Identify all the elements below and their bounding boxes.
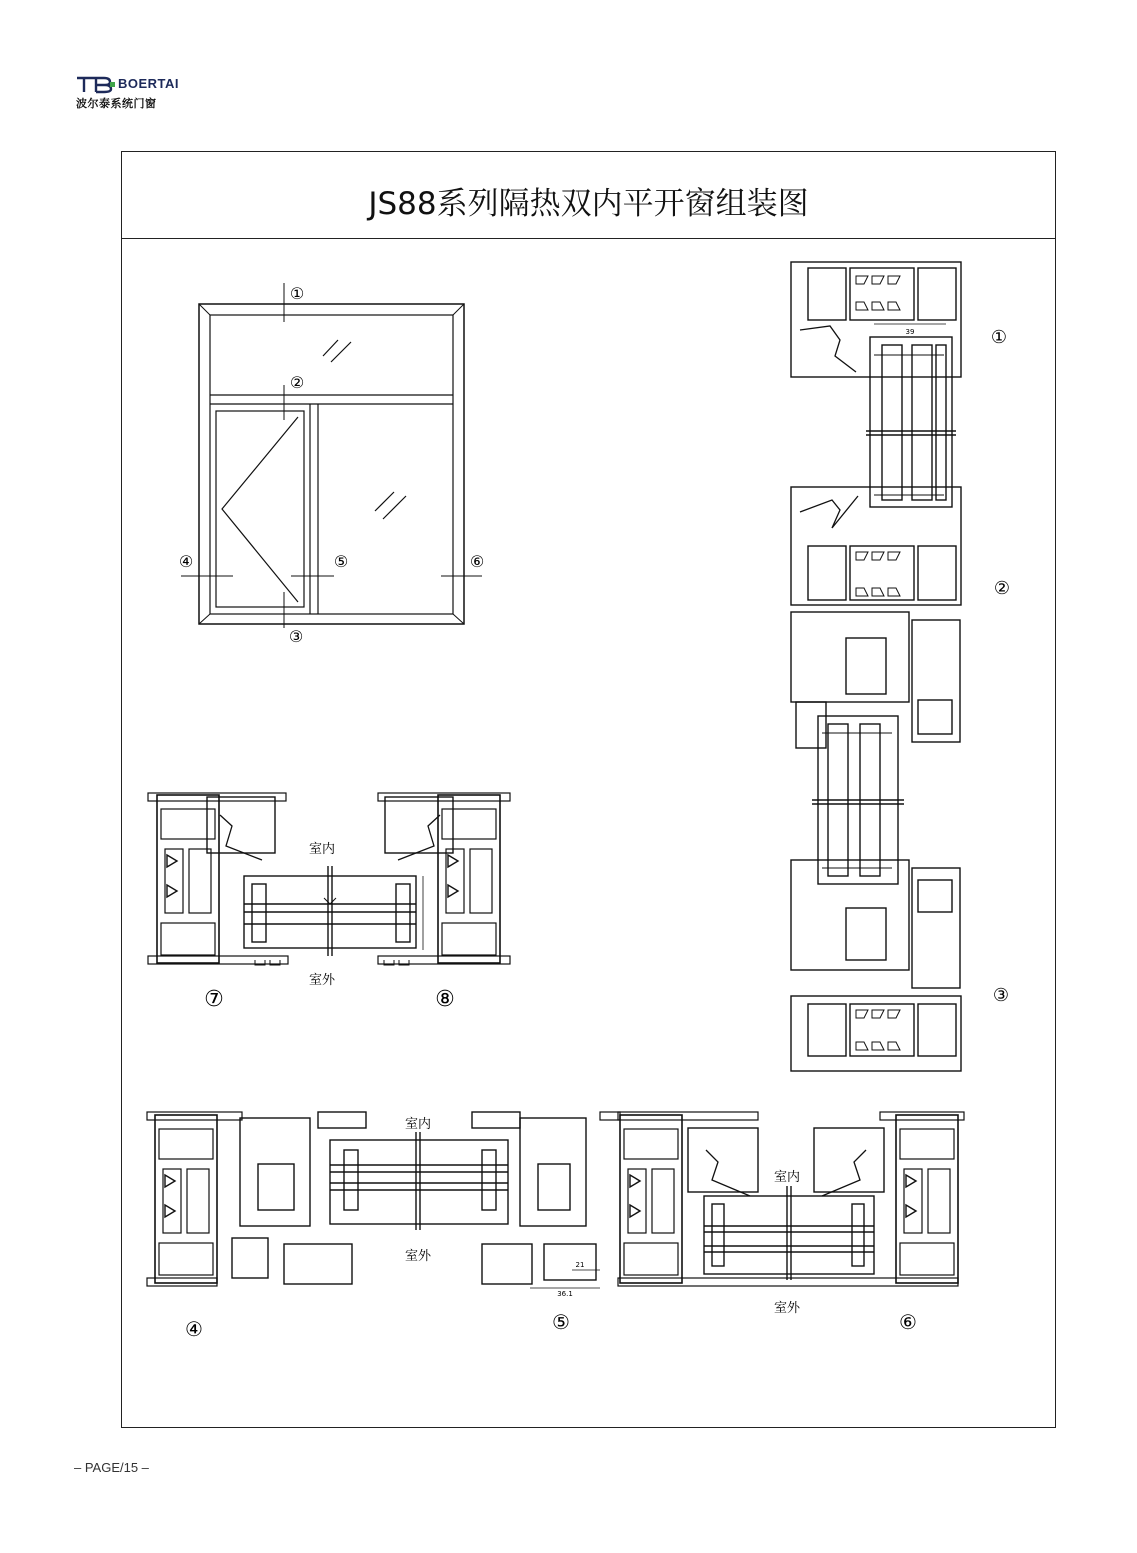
dim-glass-width: 39 bbox=[905, 328, 915, 336]
callout-8: ⑧ bbox=[435, 987, 455, 1012]
label-outdoor-7-8: 室外 bbox=[308, 973, 336, 988]
vertical-section bbox=[791, 262, 961, 1071]
callout-3: ③ bbox=[288, 627, 304, 646]
callout-7: ⑦ bbox=[204, 987, 224, 1012]
horizontal-section bbox=[147, 1112, 964, 1286]
logo-subtitle: 波尔泰系统门窗 bbox=[76, 97, 157, 110]
callout-5-section: ⑤ bbox=[552, 1310, 570, 1334]
label-outdoor-bottom-left: 室外 bbox=[404, 1249, 432, 1264]
logo-brand-text: BOERTAI bbox=[118, 76, 180, 91]
callout-4: ④ bbox=[178, 552, 194, 571]
callout-6-section: ⑥ bbox=[899, 1310, 917, 1334]
callout-1-section: ① bbox=[990, 327, 1008, 348]
page-number: – PAGE/15 – bbox=[74, 1460, 149, 1475]
callout-3-section: ③ bbox=[992, 985, 1010, 1006]
label-indoor-bottom-left: 室内 bbox=[404, 1117, 432, 1132]
callout-2: ② bbox=[289, 373, 305, 392]
callout-2-section: ② bbox=[993, 578, 1011, 599]
label-indoor-7-8: 室内 bbox=[308, 842, 336, 857]
page-title: JS88系列隔热双内平开窗组装图 bbox=[368, 186, 809, 222]
callout-4-section: ④ bbox=[185, 1317, 203, 1341]
dim-seg-b: 36.1 bbox=[557, 1290, 573, 1298]
label-indoor-bottom-right: 室内 bbox=[773, 1170, 801, 1185]
dim-seg-a: 21 bbox=[575, 1261, 585, 1269]
window-elevation bbox=[179, 283, 484, 646]
callout-1: ① bbox=[289, 284, 305, 303]
label-outdoor-bottom-right: 室外 bbox=[773, 1301, 801, 1316]
callout-6: ⑥ bbox=[469, 552, 485, 571]
section-7-8 bbox=[148, 793, 510, 965]
callout-5: ⑤ bbox=[333, 552, 349, 571]
